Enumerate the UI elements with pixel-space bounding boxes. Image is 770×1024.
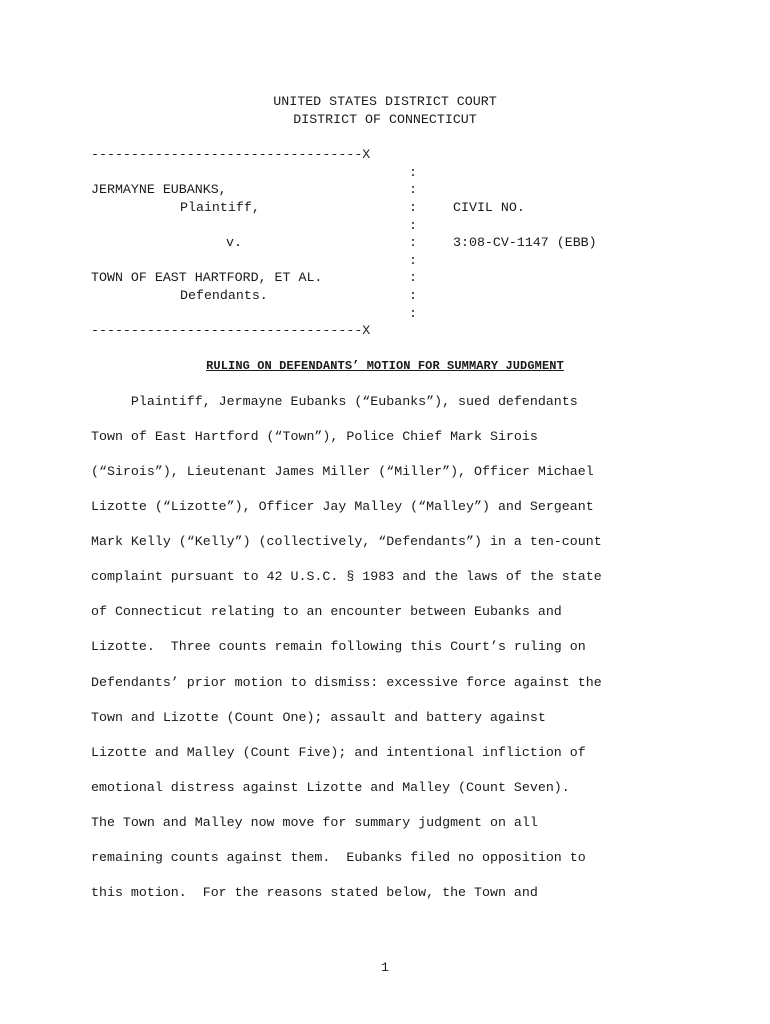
body-line: Town of East Hartford (“Town”), Police Chief Mark Sirois	[91, 429, 538, 444]
body-line: Lizotte (“Lizotte”), Officer Jay Malley (“Malley”) and Sergeant	[91, 499, 594, 514]
caption-colon: :	[409, 288, 417, 303]
body-line: Plaintiff, Jermayne Eubanks (“Eubanks”), sued defendants	[91, 394, 578, 409]
versus-label: v.	[226, 235, 242, 250]
plaintiff-name: JERMAYNE EUBANKS,	[91, 182, 227, 197]
caption-rule-top: ----------------------------------X	[91, 147, 371, 162]
caption-colon: :	[409, 218, 417, 233]
plaintiff-role: Plaintiff,	[180, 200, 260, 215]
body-line: (“Sirois”), Lieutenant James Miller (“Miller”), Officer Michael	[91, 464, 594, 479]
body-line: this motion. For the reasons stated below, the Town and	[91, 885, 538, 900]
court-name: UNITED STATES DISTRICT COURT	[273, 94, 497, 109]
defendant-name: TOWN OF EAST HARTFORD, ET AL.	[91, 270, 323, 285]
defendant-role: Defendants.	[180, 288, 268, 303]
civil-no-label: CIVIL NO.	[453, 200, 525, 215]
caption-colon: :	[409, 306, 417, 321]
body-line: Town and Lizotte (Count One); assault and battery against	[91, 710, 546, 725]
court-district: DISTRICT OF CONNECTICUT	[293, 112, 477, 127]
caption-colon: :	[409, 165, 417, 180]
ruling-title: RULING ON DEFENDANTS’ MOTION FOR SUMMARY JUDGMENT	[206, 359, 564, 373]
body-line: complaint pursuant to 42 U.S.C. § 1983 and the laws of the state	[91, 569, 602, 584]
body-line: Lizotte and Malley (Count Five); and intentional infliction of	[91, 745, 586, 760]
caption-colon: :	[409, 235, 417, 250]
caption-rule-bottom: ----------------------------------X	[91, 323, 371, 338]
caption-colon: :	[409, 270, 417, 285]
page-number: 1	[381, 960, 389, 975]
caption-colon: :	[409, 253, 417, 268]
body-line: Mark Kelly (“Kelly”) (collectively, “Defendants”) in a ten-count	[91, 534, 602, 549]
caption-colon: :	[409, 182, 417, 197]
docket-number: 3:08-CV-1147 (EBB)	[453, 235, 597, 250]
body-line: emotional distress against Lizotte and Malley (Count Seven).	[91, 780, 570, 795]
body-line: Defendants’ prior motion to dismiss: excessive force against the	[91, 675, 602, 690]
body-line: of Connecticut relating to an encounter between Eubanks and	[91, 604, 562, 619]
body-line: remaining counts against them. Eubanks filed no opposition to	[91, 850, 586, 865]
body-line: Lizotte. Three counts remain following this Court’s ruling on	[91, 639, 586, 654]
body-line: The Town and Malley now move for summary judgment on all	[91, 815, 538, 830]
caption-colon: :	[409, 200, 417, 215]
